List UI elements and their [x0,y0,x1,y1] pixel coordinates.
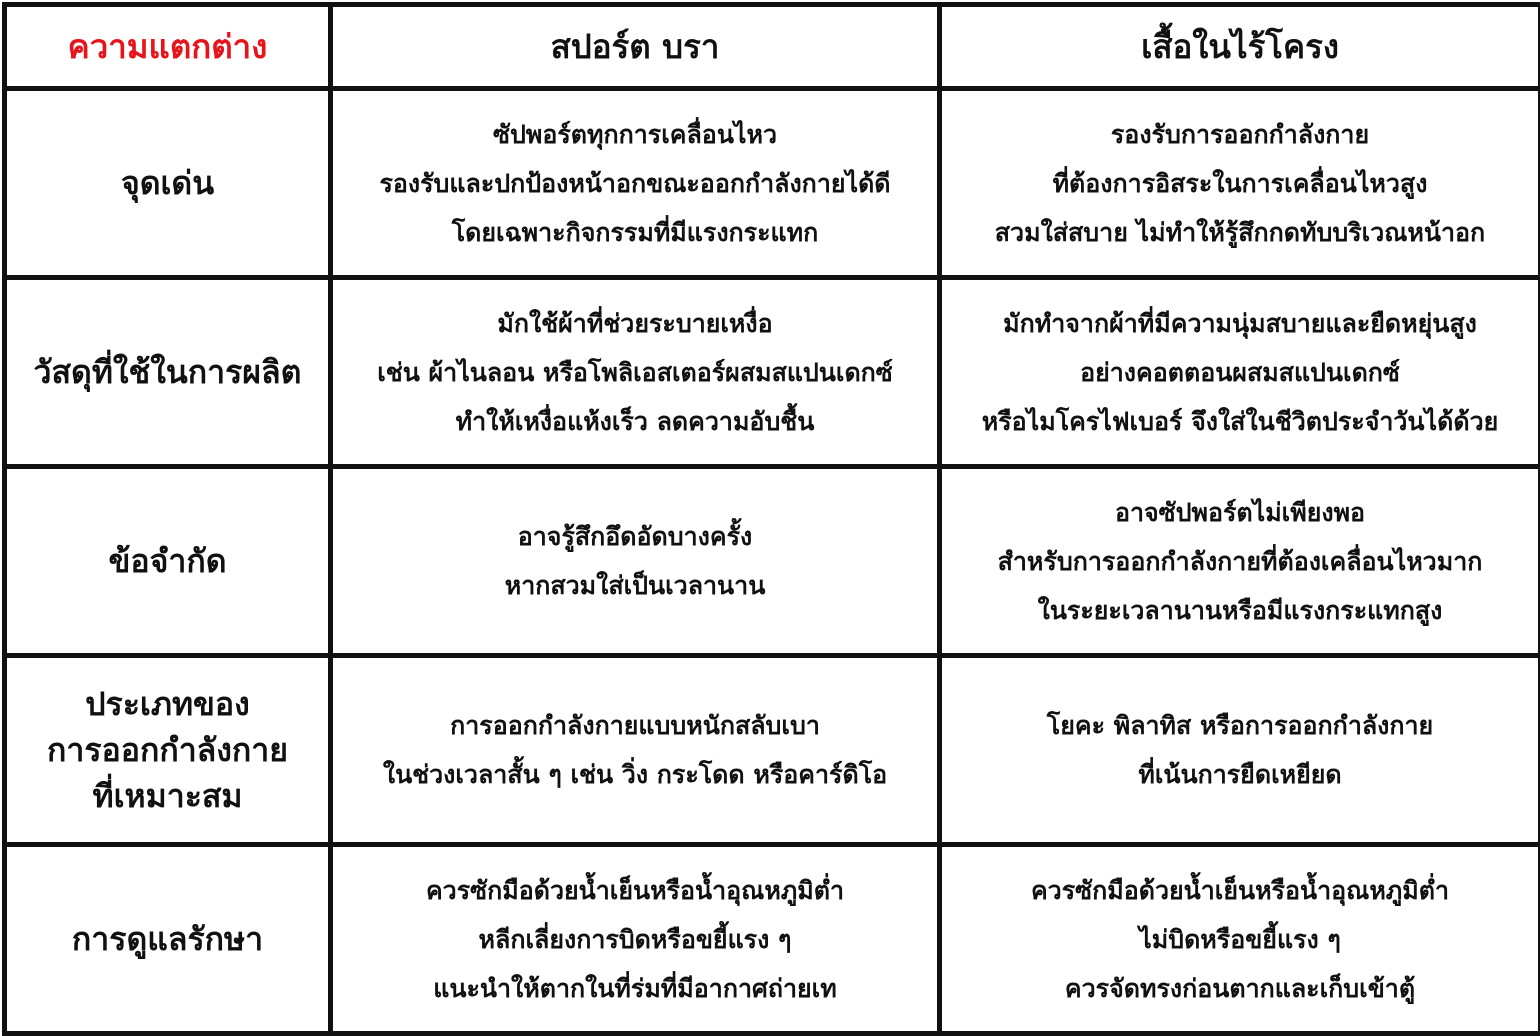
row-label-text: ที่เหมาะสม [13,773,322,819]
cell-text: โยคะ พิลาทิส หรือการออกกำลังกาย [948,701,1532,750]
cell-text: อย่างคอตตอนผสมสแปนเดกซ์ [948,348,1532,397]
cell-text: ในระยะเวลานานหรือมีแรงกระแทกสูง [948,586,1532,635]
cell-wireless-bra-material [940,278,1540,467]
row-label-text: ข้อจำกัด [13,538,322,584]
header-sports-bra: สปอร์ต บรา [331,5,940,89]
cell-text: แนะนำให้ตากในที่ร่มที่มีอากาศถ่ายเท [339,964,931,1013]
cell-text: ซัปพอร์ตทุกการเคลื่อนไหว [339,110,931,159]
cell-wireless-bra-highlight [940,89,1540,278]
header-wireless-bra: เสื้อในไร้โครง [940,5,1540,89]
cell-wireless-bra-exercise-type [940,656,1540,845]
row-label-highlight [5,89,331,278]
cell-text: การออกกำลังกายแบบหนักสลับเบา [339,701,931,750]
cell-text: รองรับการออกกำลังกาย [948,110,1532,159]
cell-text: ไม่บิดหรือขยี้แรง ๆ [948,915,1532,964]
cell-text: มักใช้ผ้าที่ช่วยระบายเหงื่อ [339,299,931,348]
row-label-limitation [5,467,331,656]
cell-text: หลีกเลี่ยงการบิดหรือขยี้แรง ๆ [339,915,931,964]
cell-sports-bra-exercise-type [331,656,940,845]
row-label-text: การดูแลรักษา [13,916,322,962]
cell-text: มักทำจากผ้าที่มีความนุ่มสบายและยืดหยุ่นสูง [948,299,1532,348]
cell-text: ที่ต้องการอิสระในการเคลื่อนไหวสูง [948,159,1532,208]
cell-text: เช่น ผ้าไนลอน หรือโพลิเอสเตอร์ผสมสแปนเดกซ์ [339,348,931,397]
cell-text: สำหรับการออกกำลังกายที่ต้องเคลื่อนไหวมาก [948,537,1532,586]
row-label-text: การออกกำลังกาย [13,727,322,773]
table-row [5,278,1540,467]
cell-text: ควรซักมือด้วยน้ำเย็นหรือน้ำอุณหภูมิต่ำ [339,866,931,915]
row-label-exercise-type [5,656,331,845]
header-row [5,5,1540,89]
cell-sports-bra-highlight [331,89,940,278]
cell-sports-bra-material [331,278,940,467]
cell-text: ในช่วงเวลาสั้น ๆ เช่น วิ่ง กระโดด หรือคาร์ดิโอ [339,750,931,799]
table-row [5,467,1540,656]
cell-wireless-bra-care [940,845,1540,1034]
row-label-text: จุดเด่น [13,160,322,206]
cell-text: สวมใส่สบาย ไม่ทำให้รู้สึกกดทับบริเวณหน้าอก [948,208,1532,257]
cell-text: หากสวมใส่เป็นเวลานาน [339,561,931,610]
cell-text: ควรซักมือด้วยน้ำเย็นหรือน้ำอุณหภูมิต่ำ [948,866,1532,915]
row-label-text: ประเภทของ [13,681,322,727]
cell-wireless-bra-limitation [940,467,1540,656]
cell-text: อาจซัปพอร์ตไม่เพียงพอ [948,488,1532,537]
header-criteria: ความแตกต่าง [5,5,331,89]
table-row [5,845,1540,1034]
row-label-text: วัสดุที่ใช้ในการผลิต [13,349,322,395]
cell-text: หรือไมโครไฟเบอร์ จึงใส่ในชีวิตประจำวันได้ด้วย [948,397,1532,446]
table-row [5,89,1540,278]
cell-text: ทำให้เหงื่อแห้งเร็ว ลดความอับชื้น [339,397,931,446]
cell-text: ควรจัดทรงก่อนตากและเก็บเข้าตู้ [948,964,1532,1013]
cell-text: รองรับและปกป้องหน้าอกขณะออกกำลังกายได้ดี [339,159,931,208]
comparison-table [2,2,1540,1036]
cell-text: โดยเฉพาะกิจกรรมที่มีแรงกระแทก [339,208,931,257]
cell-sports-bra-care [331,845,940,1034]
row-label-care [5,845,331,1034]
cell-text: อาจรู้สึกอึดอัดบางครั้ง [339,512,931,561]
cell-text: ที่เน้นการยืดเหยียด [948,750,1532,799]
row-label-material [5,278,331,467]
table-row [5,656,1540,845]
cell-sports-bra-limitation [331,467,940,656]
